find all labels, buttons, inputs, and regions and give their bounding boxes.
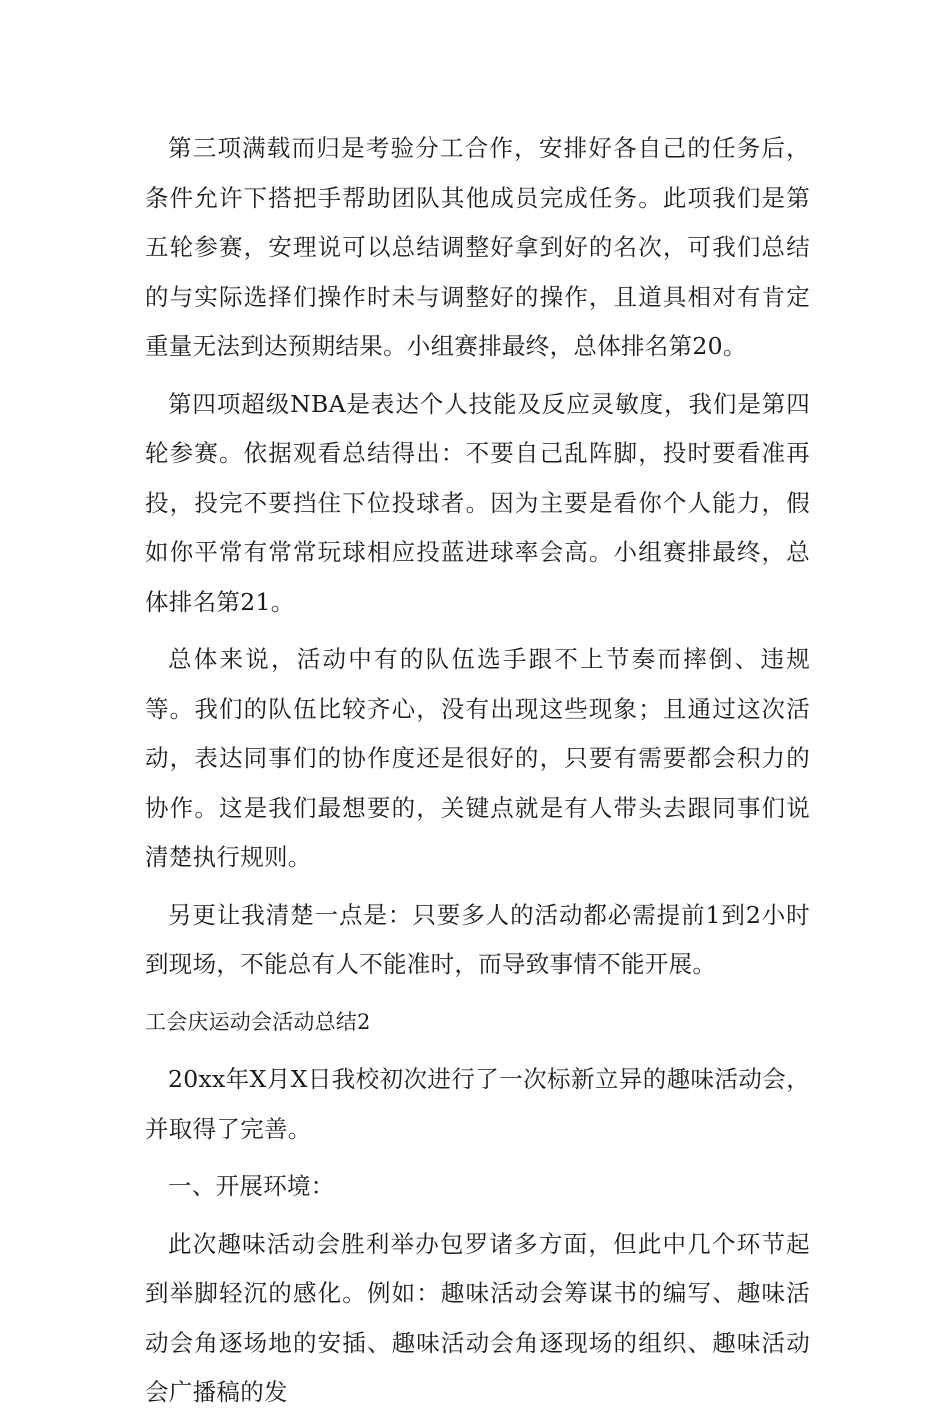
paragraph-background: 此次趣味活动会胜利举办包罗诸多方面，但此中几个环节起到举脚轻沉的感化。例如：趣味活动会筹谋书的编写、趣味活动会角逐场地的安插、趣味活动会角逐现场的组织、趣味活动会广播稿的发 <box>145 1229 810 1406</box>
paragraph-overall-summary: 总体来说，活动中有的队伍选手跟不上节奏而摔倒、违规等。我们的队伍比较齐心，没有出现这些现象；且通过这次活动，表达同事们的协作度还是很好的，只要有需要都会积力的协作。这是我们最想要的，关键点就是有人带头去跟同事们说清楚执行规则。 <box>145 645 810 871</box>
section-heading: 工会庆运动会活动总结2 <box>145 1009 371 1034</box>
document-page <box>145 124 810 1426</box>
paragraph-punctuality-note: 另更让我清楚一点是：只要多人的活动都必需提前1到2小时到现场，不能总有人不能准时，而导致事情不能开展。 <box>145 900 810 978</box>
subheading-background: 一、开展环境： <box>168 1172 335 1200</box>
paragraph-event-three: 第三项满载而归是考验分工合作，安排好各自己的任务后，条件允许下搭把手帮助团队其他成员完成任务。此项我们是第五轮参赛，安理说可以总结调整好拿到好的名次，可我们总结的与实际选择们操作时未与调整好的操作，且道具相对有肯定重量无法到达预期结果。小组赛排最终，总体排名第20。 <box>145 134 810 360</box>
paragraph-event-four: 第四项超级NBA是表达个人技能及反应灵敏度，我们是第四轮参赛。依据观看总结得出：不要自己乱阵脚，投时要看准再投，投完不要挡住下位投球者。因为主要是看你个人能力，假如你平常有常常玩球相应投蓝进球率会高。小组赛排最终，总体排名第21。 <box>145 389 810 616</box>
paragraph-intro: 20xx年X月X日我校初次进行了一次标新立异的趣味活动会，并取得了完善。 <box>145 1065 810 1143</box>
